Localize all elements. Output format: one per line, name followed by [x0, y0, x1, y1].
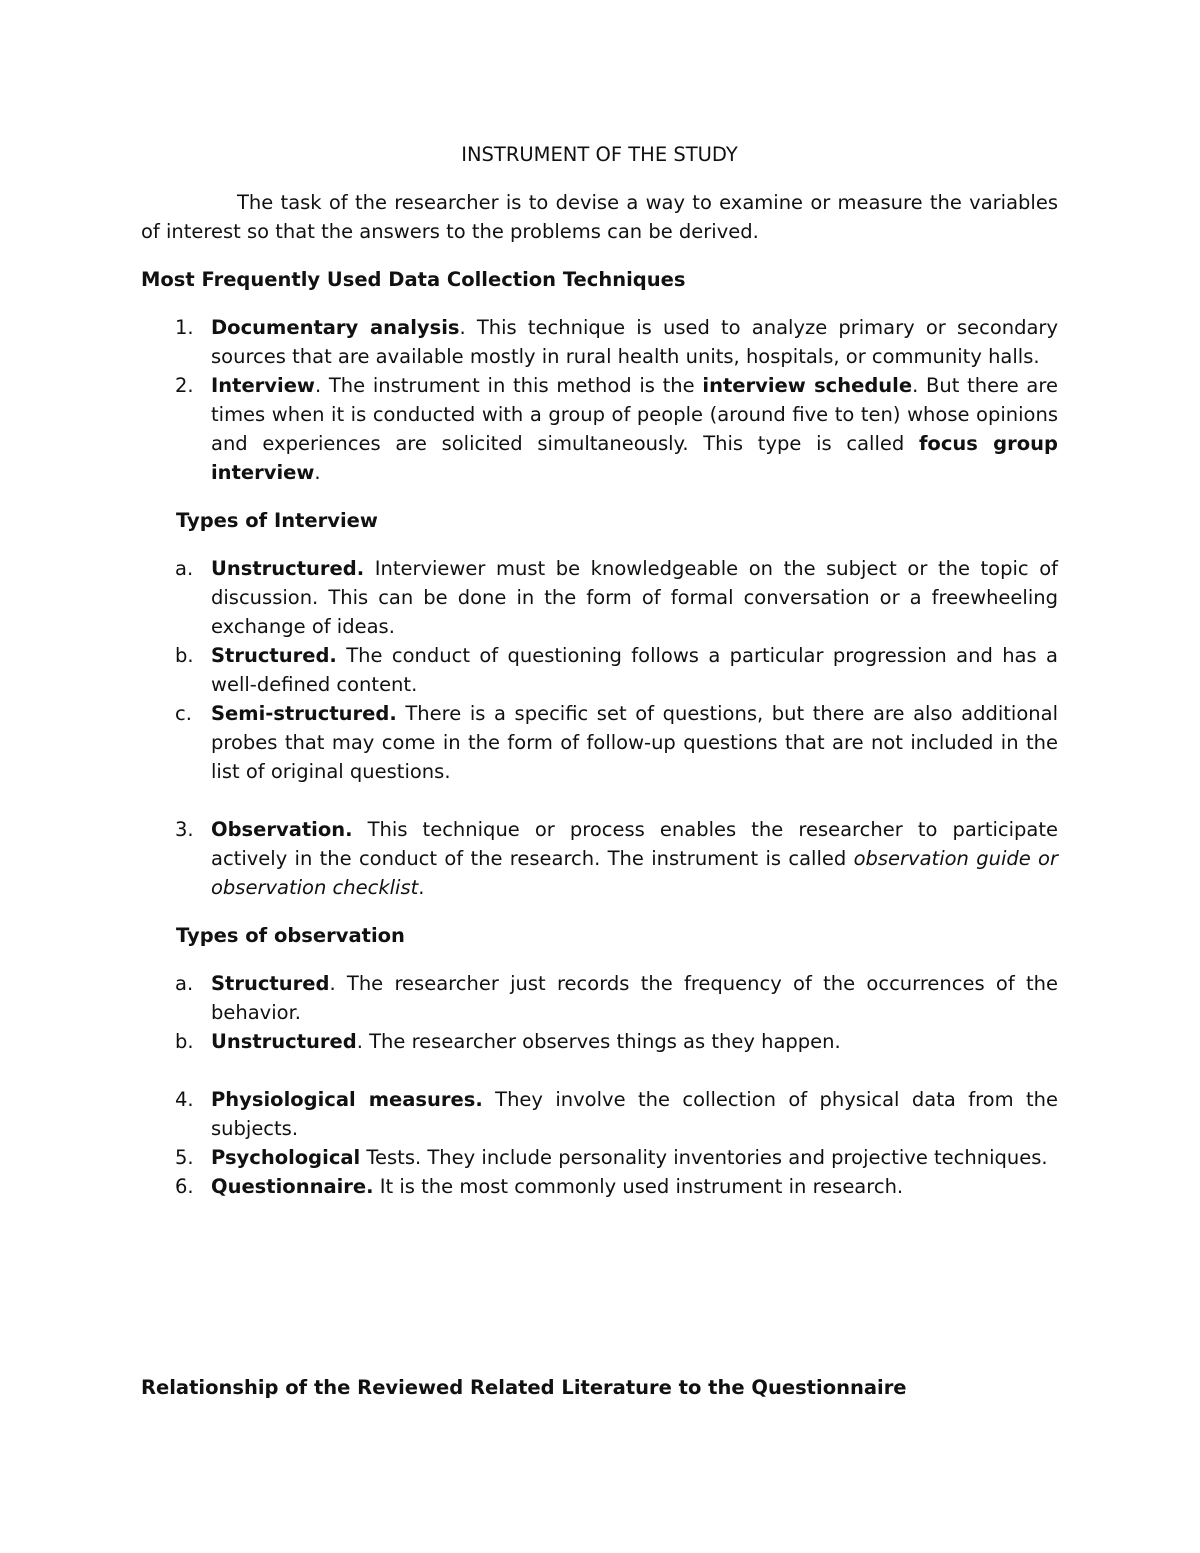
interview-type-term: Structured. [211, 644, 337, 667]
technique-term-focus-group: focus group interview [211, 432, 1058, 484]
interview-type-text: There is a specific set of questions, but there are also additional probes that may come in the form of follow-up questions that are not included in the list of original questions. [211, 702, 1058, 783]
observation-type-structured [141, 969, 1058, 1027]
techniques-list-final [141, 1085, 1058, 1201]
observation-type-text: . The researcher just records the frequency of the occurrences of the behavior. [211, 972, 1058, 1024]
interview-type-unstructured [141, 554, 1058, 641]
technique-item-physiological [141, 1085, 1058, 1143]
interview-type-term: Unstructured. [211, 557, 365, 580]
interview-type-term: Semi-structured. [211, 702, 397, 725]
technique-item-questionnaire [141, 1172, 1058, 1201]
interview-type-text: Interviewer must be knowledgeable on the subject or the topic of discussion. This can be done in the form of formal conversation or a freewheeling exchange of ideas. [211, 557, 1058, 638]
technique-text: . But there are times when it is conducted with a group of people (around five to ten) whose opinions and experiences are solicited simultaneously. This type is called [211, 374, 1058, 455]
techniques-list-continued [141, 815, 1058, 902]
list-marker: 5. [175, 1146, 194, 1169]
interview-type-semi-structured [141, 699, 1058, 786]
technique-text: . This technique is used to analyze primary or secondary sources that are available mostly in rural health units, hospitals, or community halls. [211, 316, 1058, 368]
section-heading: Most Frequently Used Data Collection Techniques [141, 268, 686, 291]
technique-text: This technique or process enables the researcher to participate actively in the conduct of the research. The instrument is called [211, 818, 1058, 870]
technique-text: . [418, 876, 425, 899]
technique-text: Tests. They include personality inventories and projective techniques. [360, 1146, 1048, 1169]
observation-type-term: Structured [211, 972, 330, 995]
observation-type-text: . The researcher observes things as they happen. [356, 1030, 841, 1053]
technique-text: . The instrument in this method is the [314, 374, 703, 397]
technique-item-documentary [141, 313, 1058, 371]
observation-type-unstructured [141, 1027, 1058, 1056]
technique-term: Questionnaire. [211, 1175, 374, 1198]
technique-item-psychological [141, 1143, 1058, 1172]
list-marker: 2. [175, 374, 194, 397]
techniques-list [141, 313, 1058, 487]
page-title: INSTRUMENT OF THE STUDY [461, 143, 738, 166]
document-body [141, 140, 1058, 1201]
list-marker: 4. [175, 1088, 194, 1111]
technique-item-interview [141, 371, 1058, 487]
observation-types-heading: Types of observation [176, 924, 405, 947]
technique-italic-term: observation guide or observation checklist [211, 847, 1059, 899]
interview-types-list [141, 554, 1058, 786]
list-marker: 6. [175, 1175, 194, 1198]
interview-type-structured [141, 641, 1058, 699]
technique-term: Interview [211, 374, 315, 397]
technique-item-observation [141, 815, 1058, 902]
list-marker: a. [175, 972, 194, 995]
technique-term: Psychological [211, 1146, 361, 1169]
final-section-heading: Relationship of the Reviewed Related Literature to the Questionnaire [141, 1376, 907, 1399]
intro-paragraph: The task of the researcher is to devise a way to examine or measure the variables of interest so that the answers to the problems can be derived. [141, 191, 1058, 243]
technique-text: They involve the collection of physical data from the subjects. [211, 1088, 1058, 1140]
technique-term: Documentary analysis [211, 316, 460, 339]
list-marker: a. [175, 557, 194, 580]
list-marker: b. [175, 644, 194, 667]
list-marker: b. [175, 1030, 194, 1053]
technique-text: It is the most commonly used instrument in research. [373, 1175, 904, 1198]
observation-type-term: Unstructured [211, 1030, 357, 1053]
observation-types-list [141, 969, 1058, 1056]
technique-text: . [314, 461, 321, 484]
list-marker: 1. [175, 316, 194, 339]
list-marker: 3. [175, 818, 194, 841]
interview-types-heading: Types of Interview [176, 509, 378, 532]
technique-term: Physiological measures. [211, 1088, 483, 1111]
technique-term-schedule: interview schedule [702, 374, 913, 397]
interview-type-text: The conduct of questioning follows a particular progression and has a well-defined content. [211, 644, 1058, 696]
technique-term: Observation. [211, 818, 353, 841]
list-marker: c. [175, 702, 192, 725]
